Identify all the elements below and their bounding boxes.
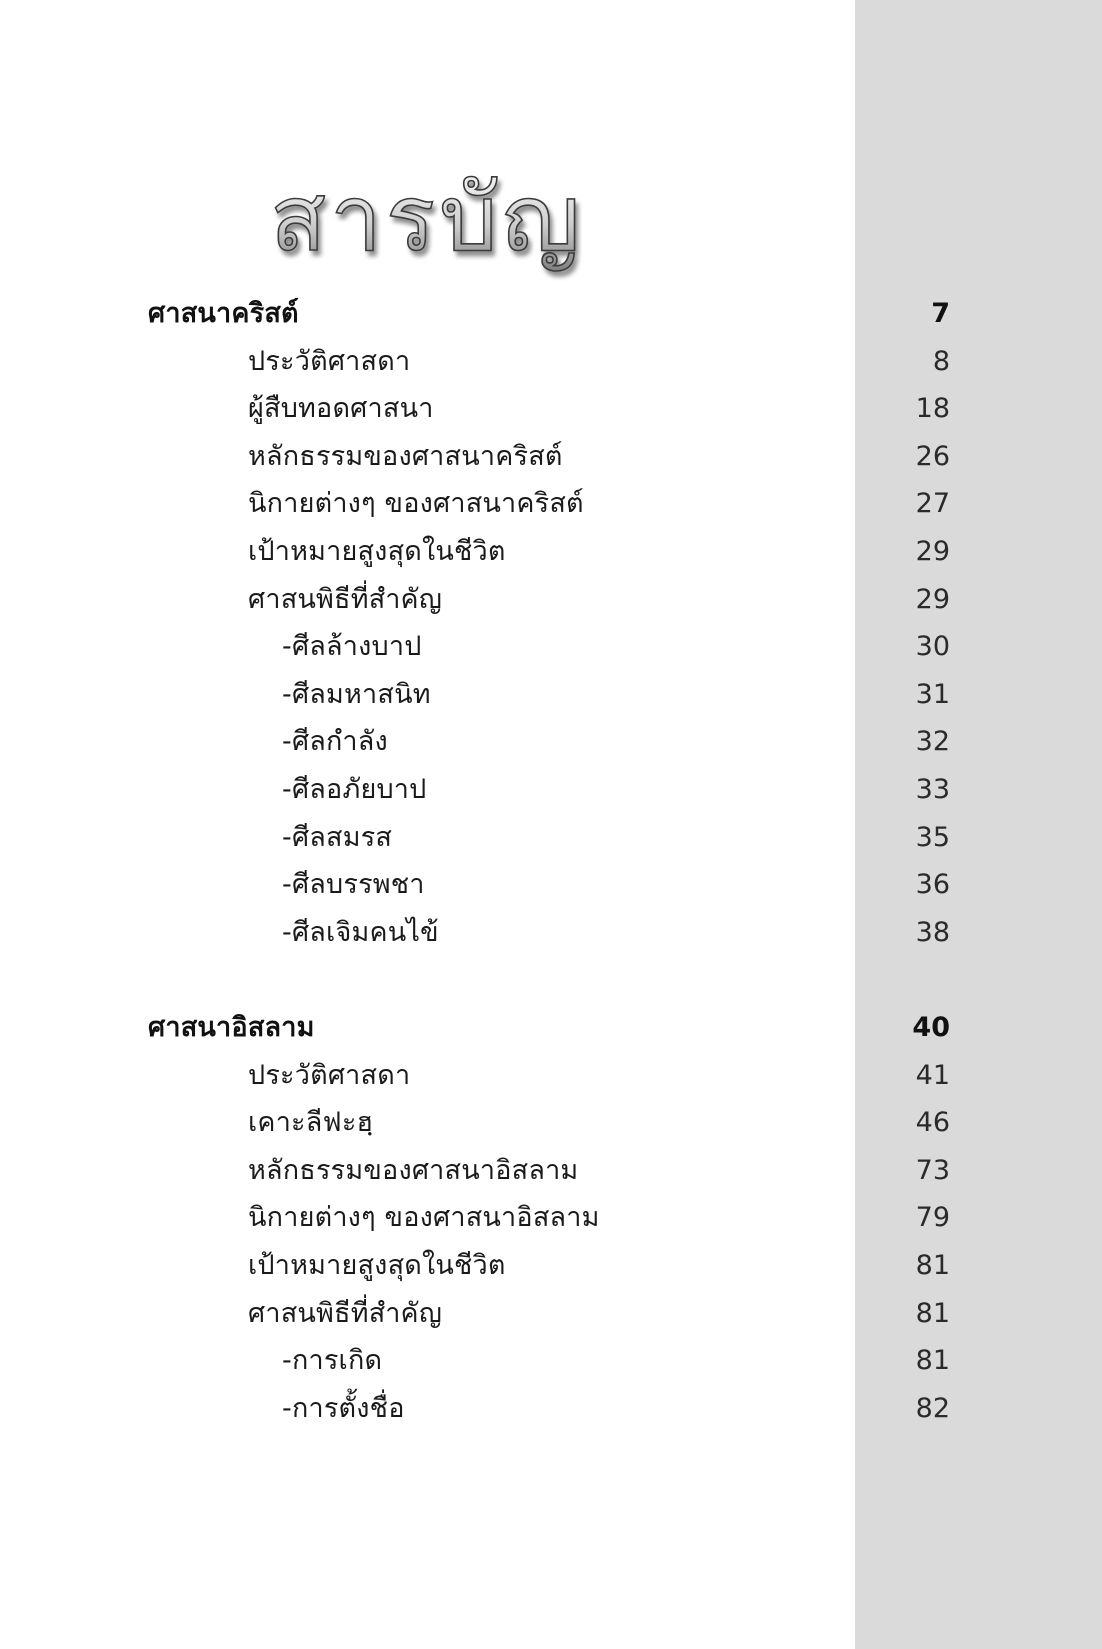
toc-entry-page-number: 41 xyxy=(915,1059,950,1091)
toc-entry xyxy=(0,1194,1102,1244)
toc-subentry-page-number: 81 xyxy=(915,1345,950,1377)
toc-entry-page-number: 18 xyxy=(915,393,950,425)
toc-subentry-label: -ศีลกำลัง xyxy=(282,726,388,758)
toc-entry-label: ผู้สืบทอดศาสนา xyxy=(248,393,434,425)
toc-subentry-page-number: 30 xyxy=(915,631,950,663)
toc-subentry-page-number: 36 xyxy=(915,869,950,901)
toc-entry-page-number: 81 xyxy=(915,1250,950,1281)
toc-subentry xyxy=(0,1337,1102,1387)
toc-entry-page-number: 8 xyxy=(932,345,950,377)
toc-entry-page-number: 27 xyxy=(915,488,950,520)
toc-entry xyxy=(0,480,1102,530)
toc-entry xyxy=(0,1147,1102,1197)
section-heading-label: ศาสนาคริสต์ xyxy=(148,298,299,329)
toc-subentry-label: -ศีลอภัยบาป xyxy=(282,774,427,805)
toc-entry xyxy=(0,1242,1102,1292)
toc-subentry xyxy=(0,1385,1102,1435)
toc-subentry-label: -ศีลเจิมคนไข้ xyxy=(282,916,439,948)
toc-entry xyxy=(0,385,1102,435)
toc-entry xyxy=(0,576,1102,626)
toc-entry-page-number: 46 xyxy=(915,1107,950,1139)
toc-entry-label: หลักธรรมของศาสนาคริสต์ xyxy=(248,440,563,472)
toc-entry-label: หลักธรรมของศาสนาอิสลาม xyxy=(248,1154,579,1186)
section-heading xyxy=(0,290,1102,340)
toc-entry-label: ศาสนพิธีที่สำคัญ xyxy=(248,1297,443,1329)
toc-subentry-label: -ศีลบรรพชา xyxy=(282,869,425,901)
toc-entry xyxy=(0,1099,1102,1149)
toc-subentry xyxy=(0,718,1102,768)
toc-entry-label: เคาะลีฟะฮฺ xyxy=(248,1107,374,1139)
section-heading-label: ศาสนาอิสลาม xyxy=(148,1012,315,1043)
toc-entry xyxy=(0,1052,1102,1102)
section-heading xyxy=(0,1004,1102,1054)
toc-subentry-page-number: 35 xyxy=(915,821,950,853)
toc-entry-label: ศาสนพิธีที่สำคัญ xyxy=(248,583,443,615)
toc-entry-page-number: 26 xyxy=(915,440,950,472)
toc-subentry-label: -การตั้งชื่อ xyxy=(282,1392,405,1424)
toc-subentry xyxy=(0,671,1102,721)
toc-subentry-label: -ศีลมหาสนิท xyxy=(282,678,431,710)
toc-title-text: สารบัญ xyxy=(269,165,585,272)
toc-title-graphic xyxy=(0,150,855,285)
toc-subentry-page-number: 31 xyxy=(915,678,950,710)
toc-entry-label: ประวัติศาสดา xyxy=(248,345,411,377)
toc-entry-page-number: 29 xyxy=(915,536,950,567)
toc-subentry xyxy=(0,766,1102,816)
toc-subentry-page-number: 38 xyxy=(915,916,950,948)
toc-entry-page-number: 29 xyxy=(915,583,950,615)
section-heading-page-number: 7 xyxy=(931,298,950,329)
toc-entry-label: ประวัติศาสดา xyxy=(248,1059,411,1091)
toc-entry xyxy=(0,433,1102,483)
toc-entry-page-number: 79 xyxy=(915,1202,950,1234)
toc-entry-label: นิกายต่างๆ ของศาสนาอิสลาม xyxy=(248,1202,600,1234)
toc-entry xyxy=(0,338,1102,388)
toc-entry-label: เป้าหมายสูงสุดในชีวิต xyxy=(248,1250,506,1281)
toc-subentry xyxy=(0,814,1102,864)
toc-entry-page-number: 81 xyxy=(915,1297,950,1329)
toc-subentry xyxy=(0,861,1102,911)
toc-entry-page-number: 73 xyxy=(915,1154,950,1186)
toc-entry xyxy=(0,1290,1102,1340)
toc-subentry-page-number: 82 xyxy=(915,1392,950,1424)
toc-subentry-page-number: 32 xyxy=(915,726,950,758)
toc-subentry-label: -ศีลล้างบาป xyxy=(282,631,422,663)
toc-subentry xyxy=(0,909,1102,959)
section-heading-page-number: 40 xyxy=(912,1012,950,1043)
toc-subentry xyxy=(0,623,1102,673)
toc-entry xyxy=(0,528,1102,578)
toc-entry-label: นิกายต่างๆ ของศาสนาคริสต์ xyxy=(248,488,584,520)
toc-title xyxy=(0,150,855,285)
toc-entry-label: เป้าหมายสูงสุดในชีวิต xyxy=(248,536,506,567)
toc-subentry-label: -ศีลสมรส xyxy=(282,821,393,853)
toc-subentry-label: -การเกิด xyxy=(282,1345,383,1377)
toc-subentry-page-number: 33 xyxy=(915,774,950,805)
